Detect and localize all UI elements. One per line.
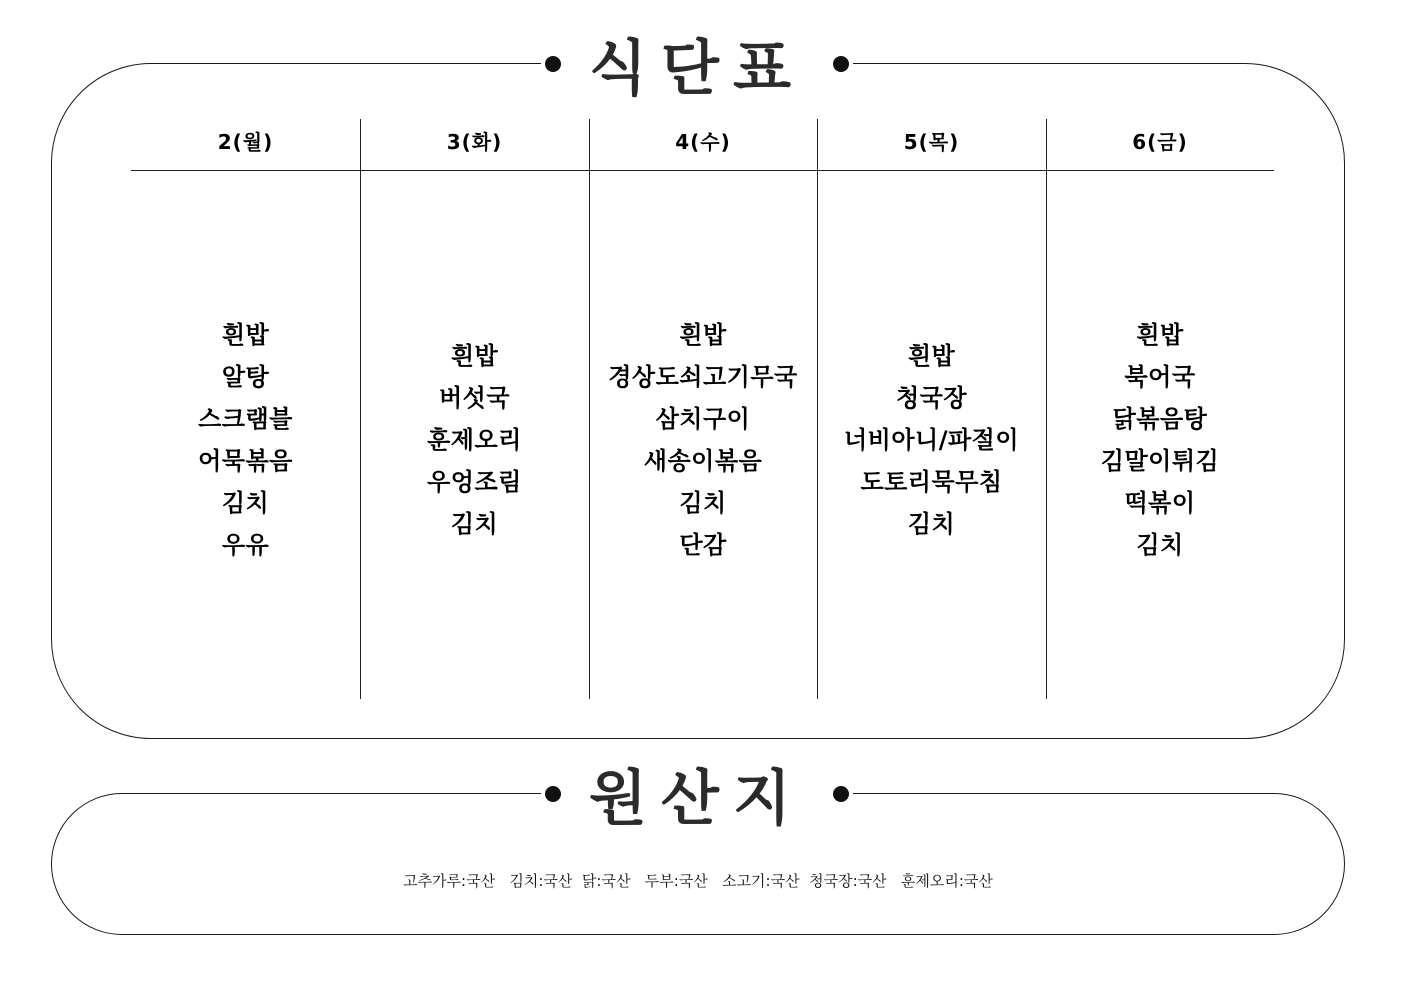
day-menu-tue <box>360 200 589 680</box>
title-dot-left <box>545 56 561 72</box>
title-dot-right <box>833 786 849 802</box>
menu-item: 버섯국 <box>438 384 511 412</box>
menu-item: 북어국 <box>1124 363 1196 391</box>
day-menu-fri <box>1046 200 1274 680</box>
header-divider <box>131 170 1274 171</box>
day-header-fri: 6(금) <box>1132 129 1188 154</box>
menu-item: 단감 <box>679 531 727 559</box>
menu-item: 삼치구이 <box>655 405 751 433</box>
menu-item: 청국장 <box>895 384 968 412</box>
menu-item: 김치 <box>221 489 270 517</box>
title-dot-left <box>545 786 561 802</box>
day-menu-mon <box>131 200 360 680</box>
menu-item: 흰밥 <box>221 321 270 349</box>
day-header-tue: 3(화) <box>446 129 503 154</box>
menu-item: 흰밥 <box>679 321 727 349</box>
menu-item: 닭볶음탕 <box>1112 405 1208 433</box>
day-header-mon: 2(월) <box>217 129 274 154</box>
origin-title: 원산지 <box>589 764 805 834</box>
menu-item: 김치 <box>1136 531 1184 559</box>
origin-title-banner <box>541 754 853 834</box>
day-header-wed: 4(수) <box>675 129 731 154</box>
menu-item: 흰밥 <box>1136 321 1184 349</box>
origin-info-text: 고추가루:국산 김치:국산 닭:국산 두부:국산 소고기:국산 청국장:국산 훈제오리:국산 <box>403 871 993 890</box>
menu-title-banner <box>541 24 853 104</box>
day-header-thu: 5(목) <box>903 129 960 154</box>
menu-item: 우유 <box>221 531 270 559</box>
menu-item: 흰밥 <box>450 342 499 370</box>
menu-item: 김치 <box>679 489 727 517</box>
menu-item: 김치 <box>907 510 956 538</box>
menu-item: 새송이볶음 <box>643 447 763 475</box>
menu-item: 경상도쇠고기무국 <box>608 363 798 391</box>
day-menu-thu <box>817 200 1046 680</box>
menu-title: 식단표 <box>589 34 805 104</box>
menu-item: 도토리묵무침 <box>860 468 1003 496</box>
menu-item: 어묵볶음 <box>198 447 293 475</box>
menu-item: 떡볶이 <box>1124 489 1196 517</box>
title-dot-right <box>833 56 849 72</box>
menu-item: 스크램블 <box>198 405 293 433</box>
menu-item: 김치 <box>450 510 499 538</box>
menu-item: 훈제오리 <box>427 426 522 454</box>
menu-item: 김말이튀김 <box>1100 447 1220 475</box>
day-menu-wed <box>589 200 817 680</box>
menu-item: 알탕 <box>221 363 270 391</box>
menu-item: 흰밥 <box>907 342 956 370</box>
menu-item: 우엉조림 <box>427 468 522 496</box>
menu-item: 너비아니/파절이 <box>843 426 1020 454</box>
